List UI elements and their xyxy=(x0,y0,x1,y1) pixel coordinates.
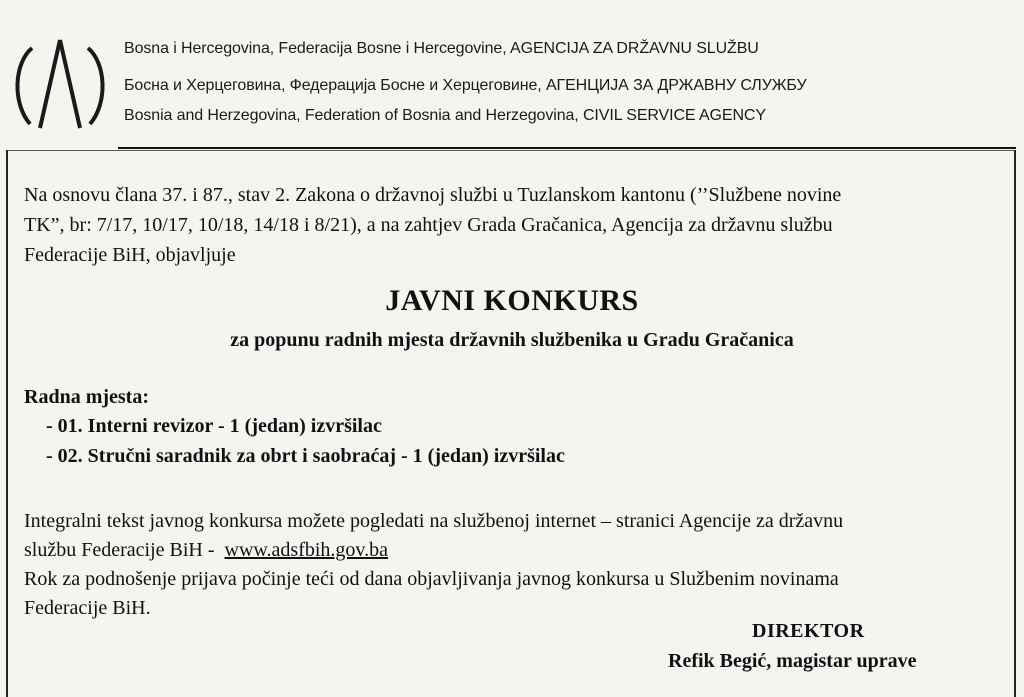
frame-right xyxy=(1014,150,1016,697)
header-rule xyxy=(118,147,1016,149)
body-line: Federacije BiH. xyxy=(24,597,151,619)
header-line-english: Bosnia and Herzegovina, Federation of Bosnia and Herzegovina, CIVIL SERVICE AGENCY xyxy=(124,107,766,124)
agency-logo-icon xyxy=(10,28,110,138)
position-item: - 02. Stručni saradnik za obrt i saobraćaj - 1 (jedan) izvršilac xyxy=(46,445,565,467)
intro-line: Na osnovu člana 37. i 87., stav 2. Zakona o državnoj službi u Tuzlanskom kantonu (’’Službene novine xyxy=(24,184,842,206)
position-item: - 01. Interni revizor - 1 (jedan) izvršilac xyxy=(46,415,382,437)
body-line xyxy=(24,536,388,564)
agency-website-link[interactable]: www.adsfbih.gov.ba xyxy=(224,539,388,561)
notice-subtitle: za popunu radnih mjesta državnih službenika u Gradu Gračanica xyxy=(230,329,794,351)
header-line-bosnian: Bosna i Hercegovina, Federacija Bosne i Hercegovine, AGENCIJA ZA DRŽAVNU SLUŽBU xyxy=(124,40,759,57)
frame-left xyxy=(6,150,8,697)
intro-line: Federacije BiH, objavljuje xyxy=(24,244,236,266)
header-line-serbian: Босна и Херцеговина, Федерација Босне и Херцеговине, АГЕНЦИЈА ЗА ДРЖАВНУ СЛУЖБУ xyxy=(124,77,807,94)
frame-top xyxy=(6,150,1016,151)
signature-title: DIREKTOR xyxy=(752,620,865,642)
positions-heading: Radna mjesta: xyxy=(24,386,149,408)
body-line: Rok za podnošenje prijava počinje teći od dana objavljivanja javnog konkursa u Službenim novinama xyxy=(24,568,839,590)
body-line: Integralni tekst javnog konkursa možete pogledati na službenoj internet – stranici Agencije za državnu xyxy=(24,510,844,532)
intro-line: TK”, br: 7/17, 10/17, 10/18, 14/18 i 8/21), a na zahtjev Grada Gračanica, Agencija za državnu službu xyxy=(24,214,833,236)
signature-name: Refik Begić, magistar uprave xyxy=(668,650,917,672)
body-line-prefix: službu Federacije BiH - xyxy=(24,539,225,561)
notice-title: JAVNI KONKURS xyxy=(385,284,639,317)
